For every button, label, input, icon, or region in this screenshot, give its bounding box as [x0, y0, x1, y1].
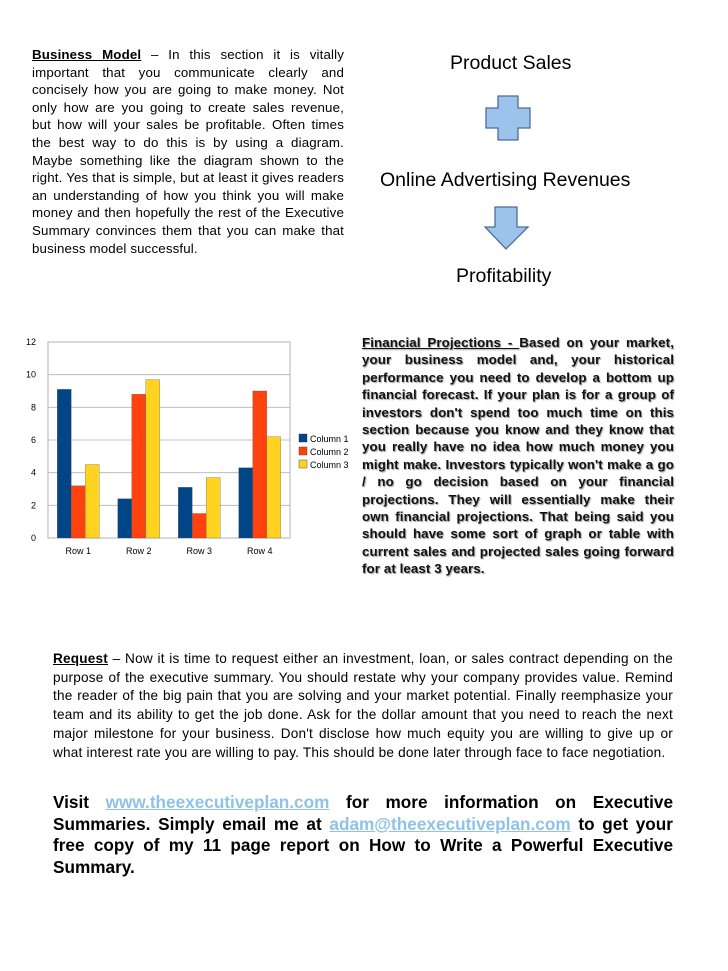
request-text: – Now it is time to request either an investment, loan, or sales contract depending on the purpose of the executive summary. You should restate why your company provides value. Remind the reader of the big pain that you are solving and your market potential. Finally reemphasize your team and its ability to get the job done. Ask for the dollar amount that you need to reach the next major milestone for your business. Don't disclose how much equity you are willing to give up or what interest rate you are willing to pay. This should be done later through face to face negotiation. [53, 651, 673, 760]
business-model-section [32, 46, 344, 257]
bar [118, 499, 132, 538]
bar [178, 487, 192, 538]
diagram-label-product-sales: Product Sales [450, 52, 572, 74]
bar [146, 380, 160, 538]
down-arrow-icon [484, 205, 530, 251]
diagram-label-profitability: Profitability [456, 265, 552, 287]
bar [85, 465, 99, 539]
bar [132, 394, 146, 538]
website-link[interactable]: www.theexecutiveplan.com [105, 792, 330, 812]
bar-chart [26, 332, 362, 564]
diagram-label-online-advertising: Online Advertising Revenues [380, 169, 631, 191]
financial-projections-heading: Financial Projections [362, 335, 501, 350]
legend-label: Column 2 [310, 447, 349, 457]
bar [71, 486, 85, 538]
plus-shape-icon [484, 94, 532, 142]
bar [239, 468, 253, 538]
y-tick-label: 2 [30, 500, 36, 511]
x-tick-label: Row 1 [65, 546, 92, 556]
visit-text-3: to get your free copy of my 11 page report on How to Write a Powerful Executive Summary. [53, 813, 673, 877]
request-section [53, 650, 673, 762]
y-tick-label: 12 [26, 337, 36, 347]
bar [206, 478, 220, 538]
y-tick-label: 6 [30, 435, 36, 445]
legend-label: Column 1 [310, 434, 349, 444]
business-model-text: – In this section it is vitally important that you communicate clearly and concisely how you are going to make money. Not only how are you going to create sales revenue, but how will your sales be profitable. Often times the best way to do this is by using a diagram. Maybe something like the diagram shown to the right. Yes that is simple, but at least it gives readers an understanding of how you think you will make money and then hopefully the rest of the Executive Summary convinces them that you can make that business model successful. [32, 47, 345, 256]
x-tick-label: Row 4 [246, 546, 273, 556]
legend-swatch [299, 460, 307, 468]
visit-text-2: for more information on Executive Summaries. Simply email me at [53, 792, 674, 834]
x-tick-label: Row 3 [186, 546, 213, 556]
legend-swatch [299, 434, 307, 442]
bar [57, 389, 71, 538]
business-model-heading: Business Model [32, 47, 142, 62]
y-tick-label: 10 [26, 369, 36, 380]
bar [267, 437, 281, 538]
request-heading: Request [53, 651, 109, 666]
y-tick-label: 4 [30, 467, 36, 478]
financial-projections-dash: - [500, 335, 520, 350]
y-tick-label: 0 [30, 533, 36, 543]
bar [253, 391, 267, 538]
legend-swatch [299, 447, 307, 455]
business-model-diagram [360, 40, 700, 300]
visit-text-1: Visit [53, 792, 106, 812]
y-tick-label: 8 [30, 402, 36, 413]
bar [192, 514, 206, 539]
x-tick-label: Row 2 [125, 546, 152, 556]
email-link[interactable]: adam@theexecutiveplan.com [329, 813, 571, 834]
visit-callout [53, 792, 673, 878]
financial-projections-section [362, 334, 674, 578]
legend-label: Column 3 [310, 460, 349, 470]
financial-projections-text: Based on your market, your business model and, your historical performance you need to develop a bottom up financial forecast. If your plan is for a group of investors don't spend too much time on this section because you know and they know that you really have no idea how much money you might make. Investors typically won't make a go / no go decision based on your financial projections. They will essentially make their own financial projections. That being said you should have some sort of graph or table with current sales and projected sales going forward for at least 3 years. [362, 335, 674, 577]
